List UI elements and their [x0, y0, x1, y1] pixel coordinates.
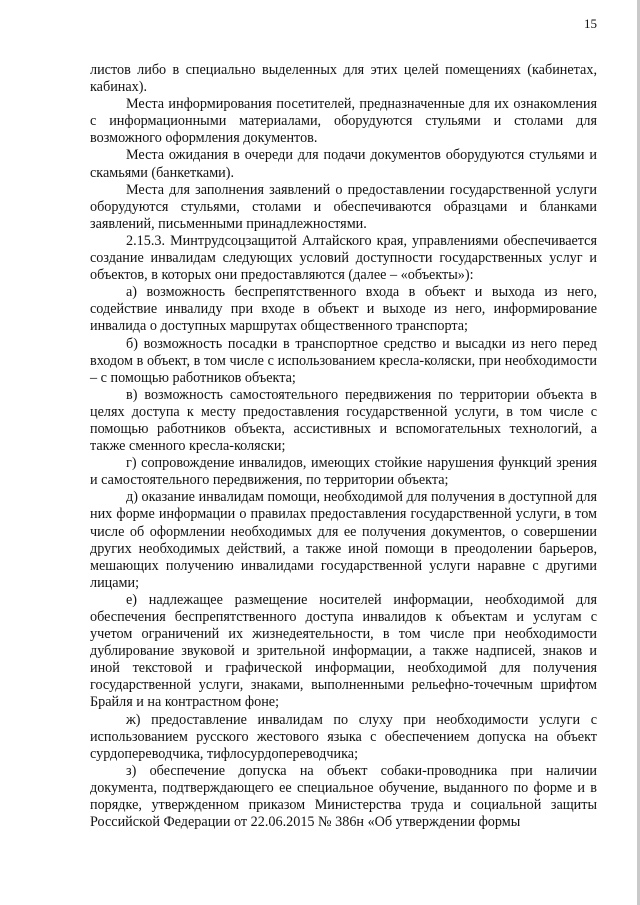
paragraph-item-g: г) сопровождение инвалидов, имеющих стойкие нарушения функций зрения и самостоятельного передвижения, по территории объекта;	[90, 455, 597, 489]
document-body	[90, 62, 597, 831]
paragraph-item-b: б) возможность посадки в транспортное средство и высадки из него перед входом в объект, в том числе с использованием кресла-коляски, при необходимости – с помощью работников объекта;	[90, 335, 597, 386]
paragraph-continuation: листов либо в специально выделенных для этих целей помещениях (кабинетах, кабинах).	[90, 62, 597, 96]
paragraph-item-zh: ж) предоставление инвалидам по слуху при необходимости услуги с использованием русского жестового языка с обеспечением допуска на объект сурдопереводчика, тифлосурдопереводчика;	[90, 711, 597, 762]
page-number: 15	[584, 16, 597, 31]
paragraph-application-places: Места для заполнения заявлений о предоставлении государственной услуги оборудуются стульями, столами и обеспечиваются образцами и бланками заявлений, письменными принадлежностями.	[90, 181, 597, 232]
paragraph-clause-2-15-3: 2.15.3. Минтрудсоцзащитой Алтайского края, управлениями обеспечивается создание инвалидам следующих условий доступности государственных услуг и объектов, в которых они предоставляются (далее – «объекты»):	[90, 232, 597, 284]
paragraph-item-a: а) возможность беспрепятственного входа в объект и выхода из него, содействие инвалиду при входе в объект и выходе из него, информирование инвалида о доступных маршрутах общественного транспорта;	[90, 284, 597, 335]
paragraph-information-places: Места информирования посетителей, предназначенные для их ознакомления с информационными материалами, оборудуются стульями и столами для возможного оформления документов.	[90, 96, 597, 147]
paragraph-waiting-places: Места ожидания в очереди для подачи документов оборудуются стульями и скамьями (банкетками).	[90, 147, 597, 181]
paragraph-item-z: з) обеспечение допуска на объект собаки-проводника при наличии документа, подтверждающего ее специальное обучение, выданного по форме и в порядке, утвержденном приказом Министерства труда и социальной защиты Российской Федерации от 22.06.2015 № 386н «Об утверждении формы	[90, 762, 597, 831]
paragraph-item-v: в) возможность самостоятельного передвижения по территории объекта в целях доступа к месту предоставления государственной услуги, в том числе с помощью работников объекта, ассистивных и вспомогательных технологий, а также сменного кресла-коляски;	[90, 386, 597, 455]
paragraph-item-e: е) надлежащее размещение носителей информации, необходимой для обеспечения беспрепятственного доступа инвалидов к объектам и услугам с учетом ограничений их жизнедеятельности, в том числе при необходимости дублирование звуковой и зрительной информации, а также надписей, знаков и иной текстовой и графической информации, необходимой для получения государственной услуги, знаками, выполненными рельефно-точечным шрифтом Брайля и на контрастном фоне;	[90, 591, 597, 711]
paragraph-item-d: д) оказание инвалидам помощи, необходимой для получения в доступной для них форме информации о правилах предоставления государственной услуги, в том числе об оформлении необходимых для ее получения документов, о совершении других необходимых действий, а также иной помощи в преодолении барьеров, мешающих получению инвалидами государственной услуги наравне с другими лицами;	[90, 489, 597, 591]
